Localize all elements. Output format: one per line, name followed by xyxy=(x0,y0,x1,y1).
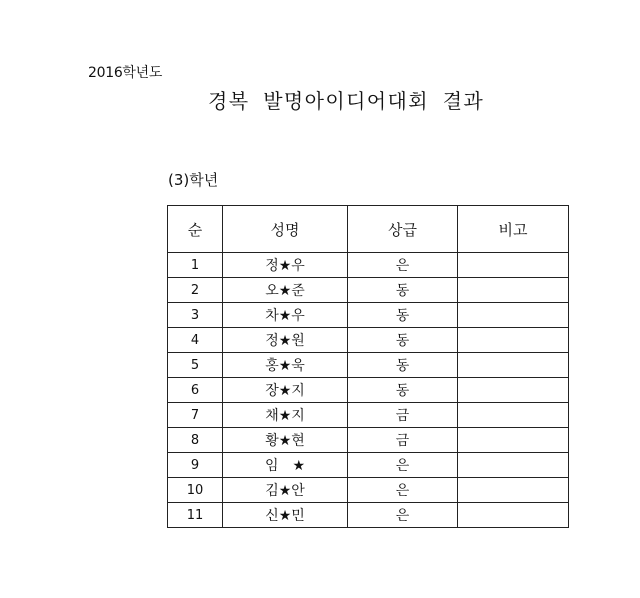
row-name: 신★민 xyxy=(223,503,348,528)
row-award: 동 xyxy=(348,353,458,378)
row-award: 동 xyxy=(348,328,458,353)
row-name: 정★원 xyxy=(223,328,348,353)
row-award: 금 xyxy=(348,428,458,453)
row-number: 9 xyxy=(168,453,223,478)
table-row xyxy=(168,403,569,428)
row-award: 동 xyxy=(348,278,458,303)
row-number: 10 xyxy=(168,478,223,503)
header-note: 비고 xyxy=(458,206,569,253)
table-header-row xyxy=(168,206,569,253)
table-row xyxy=(168,478,569,503)
row-name: 황★현 xyxy=(223,428,348,453)
row-name: 차★우 xyxy=(223,303,348,328)
header-name: 성명 xyxy=(223,206,348,253)
table-row xyxy=(168,278,569,303)
row-number: 11 xyxy=(168,503,223,528)
row-number: 2 xyxy=(168,278,223,303)
table-row xyxy=(168,453,569,478)
row-note xyxy=(458,278,569,303)
row-number: 7 xyxy=(168,403,223,428)
row-note xyxy=(458,478,569,503)
row-note xyxy=(458,253,569,278)
row-note xyxy=(458,378,569,403)
table-row xyxy=(168,328,569,353)
row-award: 은 xyxy=(348,253,458,278)
row-name: 정★우 xyxy=(223,253,348,278)
row-number: 8 xyxy=(168,428,223,453)
row-award: 은 xyxy=(348,503,458,528)
row-name: 홍★욱 xyxy=(223,353,348,378)
table-row xyxy=(168,253,569,278)
row-award: 은 xyxy=(348,453,458,478)
row-name: 임 ★ xyxy=(223,453,348,478)
table-row xyxy=(168,378,569,403)
row-name: 장★지 xyxy=(223,378,348,403)
results-table xyxy=(167,205,569,528)
row-number: 3 xyxy=(168,303,223,328)
row-name: 김★안 xyxy=(223,478,348,503)
row-award: 금 xyxy=(348,403,458,428)
row-award: 동 xyxy=(348,303,458,328)
row-note xyxy=(458,453,569,478)
row-number: 4 xyxy=(168,328,223,353)
row-number: 6 xyxy=(168,378,223,403)
row-award: 은 xyxy=(348,478,458,503)
school-year-label: 2016학년도 xyxy=(88,65,163,81)
row-number: 1 xyxy=(168,253,223,278)
row-note xyxy=(458,353,569,378)
table-row xyxy=(168,303,569,328)
row-name: 채★지 xyxy=(223,403,348,428)
document-title: 경복 발명아이디어대회 결과 xyxy=(208,89,485,113)
row-note xyxy=(458,303,569,328)
row-note xyxy=(458,403,569,428)
row-note xyxy=(458,503,569,528)
table-row xyxy=(168,503,569,528)
row-award: 동 xyxy=(348,378,458,403)
row-number: 5 xyxy=(168,353,223,378)
row-note xyxy=(458,428,569,453)
table-row xyxy=(168,353,569,378)
header-number: 순 xyxy=(168,206,223,253)
row-name: 오★준 xyxy=(223,278,348,303)
header-award: 상급 xyxy=(348,206,458,253)
row-note xyxy=(458,328,569,353)
table-row xyxy=(168,428,569,453)
grade-label: (3)학년 xyxy=(168,171,219,189)
